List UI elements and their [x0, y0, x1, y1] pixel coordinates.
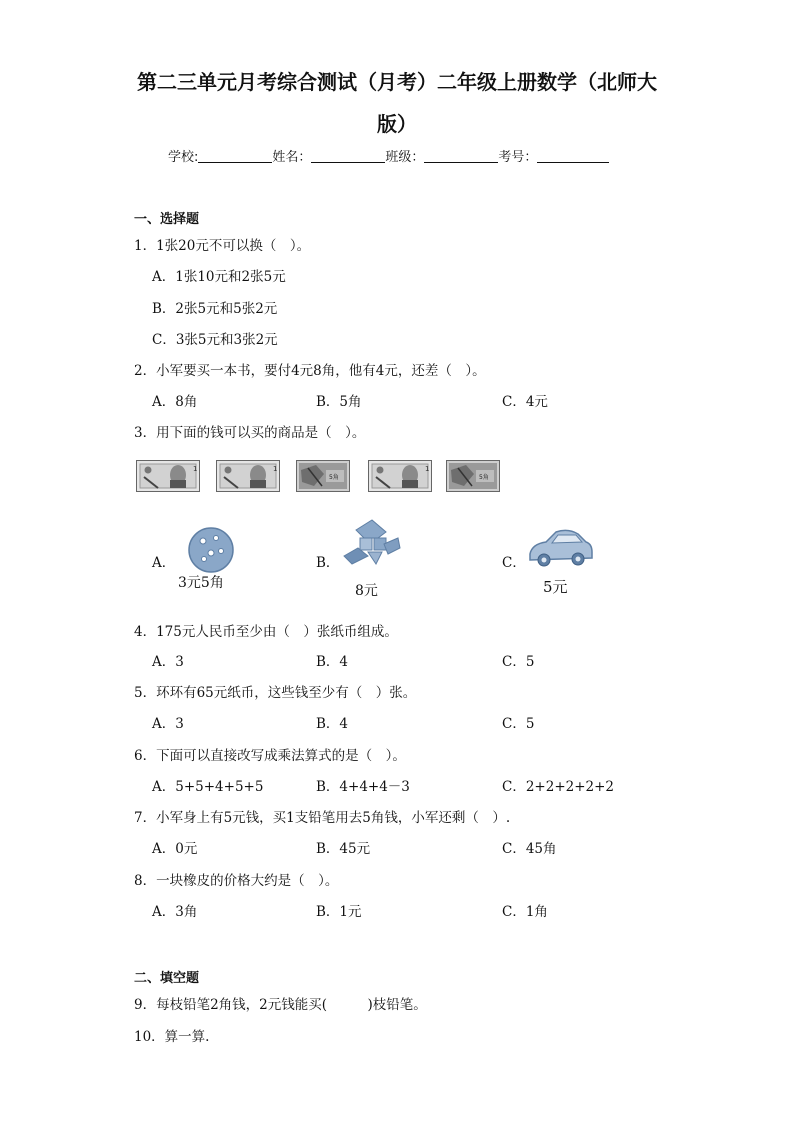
q3-option-c-label[interactable]: C．: [502, 555, 526, 571]
school-label: 学校:: [168, 150, 199, 165]
banknote-value: 1: [273, 465, 278, 473]
question-10: 10．算一算.: [134, 1029, 210, 1045]
question-5: 5．环环有65元纸币，这些钱至少有（ ）张。: [134, 685, 417, 701]
banknote-1yuan: [368, 460, 432, 492]
section-heading-fill: 二、填空题: [134, 971, 200, 986]
student-info-row: [168, 146, 609, 165]
q3-option-c-price: 5元: [543, 578, 568, 596]
q8-option-a[interactable]: A．3角: [152, 904, 198, 920]
q2-option-b[interactable]: B．5角: [316, 394, 362, 410]
banknote-1yuan: [216, 460, 280, 492]
question-7: 7．小军身上有5元钱，买1支铅笔用去5角钱，小军还剩（ ）.: [134, 810, 511, 826]
question-8: 8．一块橡皮的价格大约是（ ）。: [134, 873, 339, 889]
q2-option-a[interactable]: A．8角: [152, 394, 198, 410]
q3-option-a-label[interactable]: A．: [152, 555, 176, 571]
name-label: 姓名：: [272, 150, 312, 165]
q2-option-c[interactable]: C．4元: [502, 394, 548, 410]
banknote-1yuan: [136, 460, 200, 492]
q7-option-c[interactable]: C．45角: [502, 841, 557, 857]
q1-option-c[interactable]: C．3张5元和3张2元: [152, 332, 278, 348]
q7-option-b[interactable]: B．45元: [316, 841, 371, 857]
q8-option-c[interactable]: C．1角: [502, 904, 548, 920]
q5-option-c[interactable]: C．5: [502, 716, 535, 732]
class-label: 班级：: [385, 150, 425, 165]
q3-option-a-price: 3元5角: [178, 575, 224, 591]
banknote-value: 5角: [329, 474, 339, 481]
question-2: 2．小军要买一本书，要付4元8角，他有4元，还差（ ）。: [134, 363, 486, 379]
q5-option-b[interactable]: B．4: [316, 716, 349, 732]
banknote-5jiao: [446, 460, 500, 492]
number-field[interactable]: [537, 148, 609, 163]
q6-option-a[interactable]: A．5+5+4+5+5: [152, 779, 264, 795]
class-field[interactable]: [424, 148, 498, 163]
q6-option-c[interactable]: C．2+2+2+2+2: [502, 779, 615, 795]
question-6: 6．下面可以直接改写成乘法算式的是（ ）。: [134, 748, 406, 764]
question-4: 4．175元人民币至少由（ ）张纸币组成。: [134, 624, 398, 640]
ball-icon: [186, 525, 236, 575]
toy-car-icon: [526, 526, 594, 570]
question-3: 3．用下面的钱可以买的商品是（ ）。: [134, 425, 366, 441]
q6-option-b[interactable]: B．4+4+4－3: [316, 779, 410, 795]
q4-option-a[interactable]: A．3: [152, 654, 184, 670]
name-field[interactable]: [311, 148, 385, 163]
q3-option-b-label[interactable]: B．: [316, 555, 340, 571]
q7-option-a[interactable]: A．0元: [152, 841, 198, 857]
page-title-continued: 版）: [377, 112, 417, 136]
q1-option-a[interactable]: A．1张10元和2张5元: [152, 269, 286, 285]
banknote-value: 1: [425, 465, 430, 473]
number-label: 考号：: [498, 150, 538, 165]
question-9: 9．每枝铅笔2角钱，2元钱能买( )枝铅笔。: [134, 997, 427, 1013]
q3-option-b-price: 8元: [355, 583, 378, 599]
school-field[interactable]: [198, 148, 272, 163]
banknote-5jiao: [296, 460, 350, 492]
q8-option-b[interactable]: B．1元: [316, 904, 362, 920]
section-heading-choice: 一、选择题: [134, 212, 200, 227]
q4-option-b[interactable]: B．4: [316, 654, 349, 670]
q5-option-a[interactable]: A．3: [152, 716, 184, 732]
building-blocks-icon: [338, 518, 404, 568]
banknote-value: 1: [193, 465, 198, 473]
q4-option-c[interactable]: C．5: [502, 654, 535, 670]
q1-option-b[interactable]: B．2张5元和5张2元: [152, 301, 278, 317]
page-title: 第二三单元月考综合测试（月考）二年级上册数学（北师大: [137, 70, 657, 94]
banknote-value: 5角: [479, 474, 489, 481]
question-1: 1．1张20元不可以换（ ）。: [134, 238, 311, 254]
